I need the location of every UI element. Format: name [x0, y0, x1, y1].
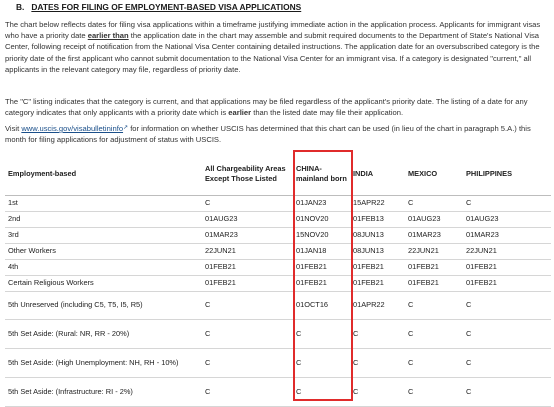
- table-row: [5, 292, 551, 320]
- dates-for-filing-table: [5, 153, 551, 407]
- category-cell: 2nd: [5, 212, 202, 228]
- table-row: [5, 212, 551, 228]
- date-cell: C: [202, 320, 293, 349]
- date-cell: 01FEB21: [405, 276, 463, 292]
- table-row: [5, 196, 551, 212]
- header-all-chargeability: All Chargeability Areas Except Those Listed: [202, 153, 293, 196]
- p1-text-b: the application date in the chart may assemble and submit required documents to the Department of State's National Visa Center, following receipt of notification from the National Visa Center containing detailed instructions. The application date for an oversubscribed category is the priority date of the first applicant who cannot submit documentation to the National Visa Center for an immigrant visa. If a category is designated "current," all applicants in the relevant category may file, regardless of priority date.: [5, 31, 540, 74]
- section-title: DATES FOR FILING OF EMPLOYMENT-BASED VISA APPLICATIONS: [31, 2, 302, 12]
- date-cell: C: [350, 320, 405, 349]
- date-cell: 01AUG23: [463, 212, 551, 228]
- header-employment-based: Employment-based: [5, 153, 202, 196]
- date-cell: 01MAR23: [202, 228, 293, 244]
- date-cell: 01JAN18: [293, 244, 350, 260]
- section-heading: [16, 2, 301, 12]
- table-row: [5, 260, 551, 276]
- date-cell: C: [405, 292, 463, 320]
- date-cell: 01FEB21: [202, 260, 293, 276]
- date-cell: C: [463, 196, 551, 212]
- date-cell: 01AUG23: [405, 212, 463, 228]
- date-cell: 15APR22: [350, 196, 405, 212]
- date-cell: C: [405, 196, 463, 212]
- date-cell: C: [463, 320, 551, 349]
- category-cell: 5th Unreserved (including C5, T5, I5, R5): [5, 292, 202, 320]
- section-letter: B.: [16, 2, 25, 12]
- date-cell: C: [350, 349, 405, 378]
- p1-emphasis: earlier than: [87, 31, 129, 41]
- p3-text-a: Visit: [5, 124, 22, 133]
- category-cell: Certain Religious Workers: [5, 276, 202, 292]
- category-cell: 5th Set Aside: (Rural: NR, RR - 20%): [5, 320, 202, 349]
- header-china: CHINA-mainland born: [293, 153, 350, 196]
- date-cell: 01FEB21: [350, 260, 405, 276]
- date-cell: 01APR22: [350, 292, 405, 320]
- p1-text-a: The chart below reflects dates for filing visa applications within a timeframe justifying immediate action in the application process. Applicants for immigrant visas who have a priority date: [5, 20, 541, 41]
- date-cell: 01JAN23: [293, 196, 350, 212]
- table-header-row: [5, 153, 551, 196]
- date-cell: C: [202, 349, 293, 378]
- date-cell: 22JUN21: [405, 244, 463, 260]
- category-cell: Other Workers: [5, 244, 202, 260]
- category-cell: 4th: [5, 260, 202, 276]
- date-cell: C: [463, 349, 551, 378]
- date-cell: C: [293, 378, 350, 407]
- category-cell: 5th Set Aside: (Infrastructure: RI - 2%): [5, 378, 202, 407]
- date-cell: 01MAR23: [405, 228, 463, 244]
- date-cell: 01FEB21: [202, 276, 293, 292]
- date-cell: 08JUN13: [350, 228, 405, 244]
- date-cell: 01MAR23: [463, 228, 551, 244]
- date-cell: C: [202, 378, 293, 407]
- date-cell: C: [405, 320, 463, 349]
- category-cell: 1st: [5, 196, 202, 212]
- date-cell: C: [293, 320, 350, 349]
- table-row: [5, 228, 551, 244]
- table-row: [5, 320, 551, 349]
- date-cell: 15NOV20: [293, 228, 350, 244]
- date-cell: 22JUN21: [463, 244, 551, 260]
- date-cell: 01AUG23: [202, 212, 293, 228]
- date-cell: 01OCT16: [293, 292, 350, 320]
- intro-paragraph-1: [5, 19, 550, 75]
- date-cell: C: [293, 349, 350, 378]
- category-cell: 3rd: [5, 228, 202, 244]
- date-cell: 01FEB21: [293, 276, 350, 292]
- table-row: [5, 349, 551, 378]
- date-cell: 01FEB21: [293, 260, 350, 276]
- date-cell: 01NOV20: [293, 212, 350, 228]
- header-philippines: PHILIPPINES: [463, 153, 551, 196]
- p2-text-a: The "C" listing indicates that the category is current, and that applications may be filed regardless of the applicant's priority date. The listing of a date for any category indicates that only applicants with a priority date which is: [5, 97, 528, 118]
- p3-text-b: for information on whether USCIS has determined that this chart can be used (in lieu of the chart in paragraph 5.A.) this month for filing applications for adjustment of status with USCIS.: [5, 124, 531, 145]
- date-cell: 01FEB21: [405, 260, 463, 276]
- visa-bulletin-info-link[interactable]: www.uscis.gov/visabulletininfo: [21, 124, 124, 133]
- header-mexico: MEXICO: [405, 153, 463, 196]
- header-india: INDIA: [350, 153, 405, 196]
- p2-emphasis: earlier: [228, 108, 252, 118]
- category-cell: 5th Set Aside: (High Unemployment: NH, RH - 10%): [5, 349, 202, 378]
- date-cell: C: [405, 349, 463, 378]
- date-cell: C: [202, 292, 293, 320]
- date-cell: 08JUN13: [350, 244, 405, 260]
- date-cell: C: [350, 378, 405, 407]
- table-row: [5, 244, 551, 260]
- intro-paragraph-2: [5, 96, 550, 118]
- date-cell: 01FEB21: [463, 276, 551, 292]
- table-row: [5, 378, 551, 407]
- date-cell: C: [202, 196, 293, 212]
- date-cell: 01FEB13: [350, 212, 405, 228]
- p2-text-b: than the listed date may file their application.: [251, 108, 404, 118]
- date-cell: 01FEB21: [463, 260, 551, 276]
- date-cell: C: [463, 292, 551, 320]
- external-link-icon[interactable]: ↗: [123, 125, 129, 131]
- table-row: [5, 276, 551, 292]
- date-cell: C: [405, 378, 463, 407]
- date-cell: 01FEB21: [350, 276, 405, 292]
- date-cell: C: [463, 378, 551, 407]
- intro-paragraph-3: [5, 123, 550, 145]
- date-cell: 22JUN21: [202, 244, 293, 260]
